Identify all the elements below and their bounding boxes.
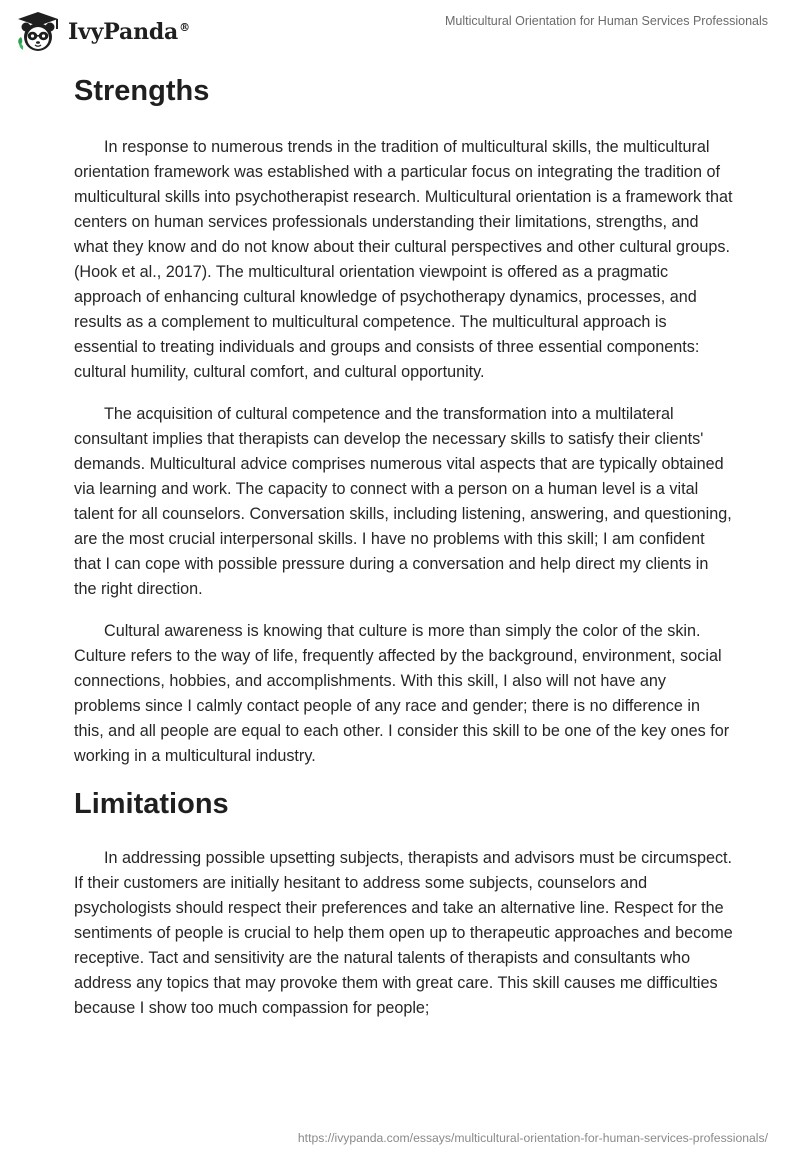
document-title: Multicultural Orientation for Human Services Professionals [444,14,768,28]
brand-name [68,19,190,45]
source-url-link[interactable]: https://ivypanda.com/essays/multicultural-orientation-for-human-services-professionals/ [297,1131,768,1145]
panda-graduate-icon [14,10,62,54]
page-header [0,0,800,70]
heading-strengths: Strengths [74,75,210,107]
heading-limitations: Limitations [74,788,229,820]
paragraph: In response to numerous trends in the tradition of multicultural skills, the multicultural orientation framework was established with a particular focus on integrating the tradition of multicultural skills into psychotherapist research. Multicultural orientation is a framework that centers on human services professionals understanding their limitations, strengths, and what they know and do not know about their cultural perspectives and other cultural groups. (Hook et al., 2017). The multicultural orientation viewpoint is offered as a pragmatic approach of enhancing cultural knowledge of psychotherapy dynamics, processes, and results as a complement to multicultural competence. The multicultural approach is essential to treating individuals and groups and consists of three essential components: cultural humility, cultural comfort, and cultural opportunity. [74,138,733,381]
registered-mark: ® [179,20,190,34]
essay-body [74,72,734,1021]
ivypanda-logo[interactable] [14,10,190,54]
brand-text: IvyPanda [68,19,179,45]
paragraph: In addressing possible upsetting subjects, therapists and advisors must be circumspect. If their customers are initially hesitant to address some subjects, counselors and psychologists should respect their preferences and take an alternative line. Respect for the sentiments of people is crucial to help them open up to therapeutic approaches and become receptive. Tact and sensitivity are the natural talents of therapists and consultants who address any topics that may provoke them with great care. This skill causes me difficulties because I show too much compassion for people; [74,849,733,1017]
paragraph: The acquisition of cultural competence and the transformation into a multilateral consultant implies that therapists can develop the necessary skills to satisfy their clients' demands. Multicultural advice comprises numerous vital aspects that are typically obtained via learning and work. The capacity to connect with a person on a human level is a vital talent for all counselors. Conversation skills, including listening, answering, and questioning, are the most crucial interpersonal skills. I have no problems with this skill; I am confident that I can cope with possible pressure during a conversation and help direct my clients in the right direction. [74,405,732,598]
paragraph: Cultural awareness is knowing that culture is more than simply the color of the skin. Culture refers to the way of life, frequently affected by the background, environment, social connections, hobbies, and accomplishments. With this skill, I also will not have any problems since I calmly contact people of any race and gender; there is no difference in this, and all people are equal to each other. I consider this skill to be one of the key ones for working in a multicultural industry. [74,622,730,765]
